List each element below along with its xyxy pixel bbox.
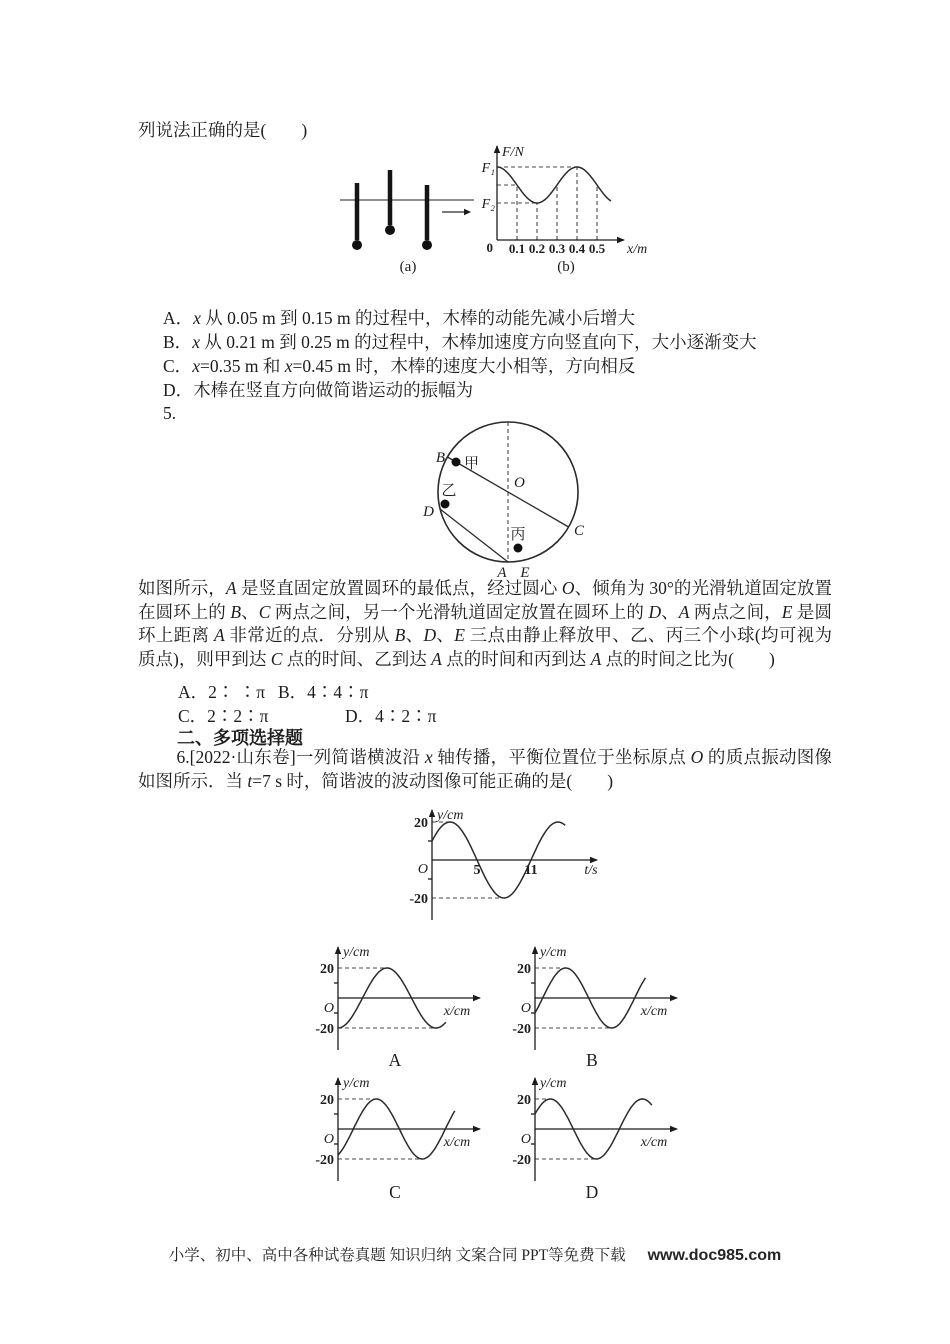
center-o-label: O: [514, 475, 525, 491]
wave-a-tick-minus20: -20: [315, 1022, 334, 1037]
force-f1-label: F₁: [481, 161, 495, 176]
force-tick-0-4: 0.4: [568, 241, 586, 256]
footer-site-url: www.doc985.com: [647, 1247, 782, 1264]
ball-yi: [441, 500, 450, 509]
q5-option-b: B．4∶4∶π: [278, 682, 369, 702]
figure-a-caption: (a): [399, 259, 417, 275]
q4-option-a: A．x 从 0.05 m 到 0.15 m 的过程中，木棒的动能先减小后增大: [163, 308, 636, 328]
q5-option-c: C．2∶2∶π: [178, 706, 269, 726]
ring-diagram: [398, 420, 623, 582]
wave-b-x-label: x/cm: [640, 1004, 668, 1019]
wave-c-letter: C: [389, 1182, 401, 1202]
wave-c-tick-minus20: -20: [315, 1153, 334, 1168]
footer: [0, 1243, 950, 1265]
q5-option-d: D．4∶2∶π: [345, 706, 437, 726]
point-d-label: D: [423, 504, 434, 520]
q4-option-b: B．x 从 0.21 m 到 0.25 m 的过程中，木棒加速度方向竖直向下，大小逐渐变大: [163, 332, 757, 352]
wave-b-letter: B: [586, 1050, 598, 1070]
vibration-tick-5: 5: [473, 863, 481, 878]
wave-a-x-label: x/cm: [443, 1004, 471, 1019]
force-tick-0-5: 0.5: [588, 241, 606, 256]
wave-a-letter: A: [388, 1050, 402, 1070]
rods-diagram: [338, 144, 478, 256]
ball-bing-label: 丙: [510, 527, 526, 543]
wave-d-tick-plus20: 20: [517, 1093, 531, 1108]
vibration-tick-11: 11: [524, 863, 538, 878]
force-tick-0-3: 0.3: [548, 241, 566, 256]
vibration-tick-plus20: 20: [414, 816, 428, 831]
force-tick-0-1: 0.1: [508, 241, 526, 256]
wave-b-y-label: y/cm: [540, 945, 567, 960]
ball-jia: [452, 458, 461, 467]
wave-a-origin-label: O: [323, 1001, 334, 1016]
wave-c-tick-plus20: 20: [320, 1093, 334, 1108]
question-4-tail-text: 列说法正确的是( ): [138, 120, 308, 140]
section-2-header: 二、多项选择题: [177, 728, 303, 748]
force-x-axis-label: x/m: [627, 242, 648, 257]
q5-option-a: A．2∶ ∶π: [178, 682, 266, 702]
wave-graph-c: [300, 1074, 490, 1186]
point-e-label: E: [520, 565, 530, 581]
vibration-t-axis-label: t/s: [584, 863, 598, 878]
wave-c-y-label: y/cm: [343, 1076, 370, 1091]
ball-yi-label: 乙: [441, 483, 457, 499]
wave-direction-arrowhead: [464, 209, 471, 215]
wave-graph-b: [497, 943, 687, 1055]
vibration-tick-minus20: -20: [409, 892, 428, 907]
q4-option-d: D．木棒在竖直方向做简谐运动的振幅为: [163, 380, 474, 400]
wave-d-y-label: y/cm: [540, 1076, 567, 1091]
wave-graph-a: [300, 943, 490, 1055]
wave-a-y-label: y/cm: [343, 945, 370, 960]
force-y-axis-label: F/N: [502, 145, 524, 160]
wave-graph-d: [497, 1074, 687, 1186]
vibration-y-axis-label: y/cm: [437, 808, 464, 823]
wave-b-origin-label: O: [520, 1001, 531, 1016]
wave-a-tick-plus20: 20: [320, 962, 334, 977]
q4-option-c: C．x=0.35 m 和 x=0.45 m 时，木棒的速度大小相等，方向相反: [163, 356, 636, 376]
rod-right-weight: [422, 240, 432, 250]
wave-d-x-label: x/cm: [640, 1135, 668, 1150]
force-f2-label: F₂: [481, 197, 495, 212]
force-tick-0-2: 0.2: [528, 241, 546, 256]
vibration-graph: [395, 806, 640, 928]
figure-b-caption: (b): [557, 259, 575, 275]
wave-d-tick-minus20: -20: [512, 1153, 531, 1168]
vibration-origin-label: O: [417, 862, 428, 877]
point-c-label: C: [574, 523, 585, 539]
ball-jia-label: 甲: [464, 456, 480, 472]
footer-text: 小学、初中、高中各种试卷真题 知识归纳 文案合同 PPT等免费下载: [168, 1247, 626, 1264]
force-position-graph: [474, 142, 658, 266]
wave-d-origin-label: O: [520, 1132, 531, 1147]
q5-number: 5.: [163, 403, 177, 423]
rod-left-weight: [352, 240, 362, 250]
wave-c-origin-label: O: [323, 1132, 334, 1147]
wave-b-tick-plus20: 20: [517, 962, 531, 977]
q6-stem: 6.[2022·山东卷]一列简谐横波沿 x 轴传播，平衡位置位于坐标原点 O 的质点振动图像如图所示．当 t=7 s 时，简谐波的波动图像可能正确的是( ): [138, 747, 833, 791]
wave-d-letter: D: [585, 1182, 599, 1202]
q5-stem: 如图所示，A 是竖直固定放置圆环的最低点，经过圆心 O、倾角为 30°的光滑轨道固定放置在圆环上的 B、C 两点之间，另一个光滑轨道固定放置在圆环上的 D、A 两点之间，E 是圆环上距离 A 非常近的点．分别从 B、D、E 三点由静止释放甲、乙、丙三个小球(均可视为质点)，则甲到达 C 点的时间、乙到达 A 点的时间和丙到达 A 点的时间之比为( ): [138, 578, 833, 669]
point-a-label: A: [497, 565, 507, 581]
point-b-label: B: [435, 450, 445, 466]
rod-middle-weight: [385, 225, 395, 235]
force-origin-label: 0: [486, 240, 493, 255]
wave-c-x-label: x/cm: [443, 1135, 471, 1150]
ball-bing: [514, 544, 523, 553]
wave-b-tick-minus20: -20: [512, 1022, 531, 1037]
